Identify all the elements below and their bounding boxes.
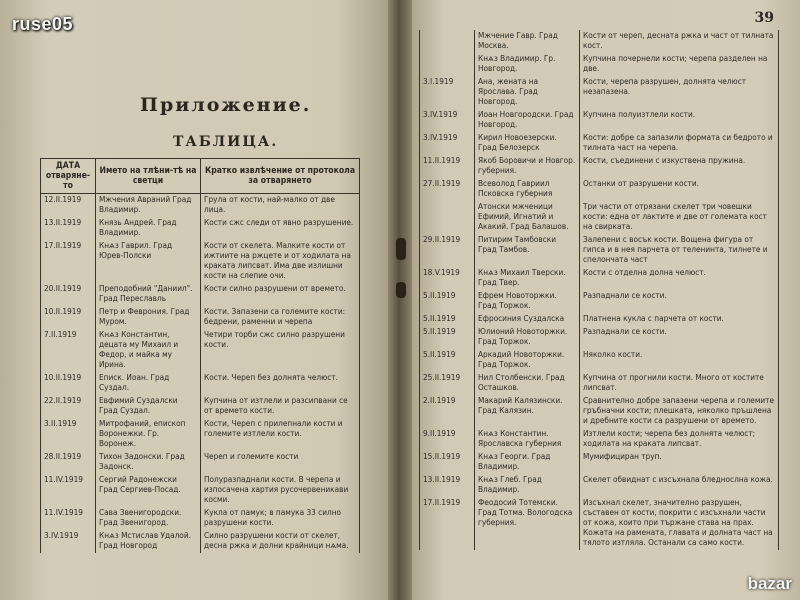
left-table-body (41, 194, 360, 554)
watermark: ruse05 (12, 14, 74, 34)
row-result: Мумифициран труп. (580, 451, 779, 471)
row-name: Всеволод Гавриил Псковска губерния (475, 178, 580, 198)
binding-hole (396, 238, 406, 260)
row-result: Кости, съединени с изкуствена пружина. (580, 155, 779, 175)
page-title: Приложение. (140, 94, 312, 116)
row-result: Кости от скелета. Малките кости от ижтиите на ржцете и от ходилата на краката липсват. Има две излишни кости на слепие очи. (201, 240, 360, 280)
right-table-body (420, 30, 779, 550)
table-row (41, 474, 360, 504)
row-name: Митрофаний, епископ Воронежки. Гр. Воронеж. (96, 418, 201, 448)
row-result: Кости с отделна долна челюст. (580, 267, 779, 287)
row-date: 5.II.1919 (420, 290, 475, 310)
row-name: Кнѧз Георги. Град Владимир. (475, 451, 580, 471)
row-name: Тихон Задонски. Град Задонск. (96, 451, 201, 471)
row-result: Платнена кукла с парчета от кости. (580, 313, 779, 323)
table-row (420, 201, 779, 231)
row-result: Изсъхнал скелет, значително разрушен, съставен от кости, покрити с изсъхнали части от кожа, които при тържане става на прах. Кожата на рамената, главата и долната част на тялото изтляла. Останали са само кости. (580, 497, 779, 547)
table-row (41, 283, 360, 303)
row-name: Князь Андрей. Град Владимир. (96, 217, 201, 237)
column-header-name: Името на тлѣни-тѣ на светци (96, 159, 201, 194)
row-date: 22.II.1919 (41, 395, 96, 415)
row-date: 10.II.1919 (41, 372, 96, 392)
row-name: Кнѧз Глеб. Град Владимир. (475, 474, 580, 494)
table-row (420, 497, 779, 547)
row-name: Аркадий Новоторжки. Град Торжок. (475, 349, 580, 369)
column-header-date: ДАТА отваряне-то (41, 159, 96, 194)
site-logo: bazar (747, 574, 792, 593)
row-name: Еписк. Иоан. Град Суздал. (96, 372, 201, 392)
row-name: Якоб Боровичи и Новгор. губерния. (475, 155, 580, 175)
table-row (420, 178, 779, 198)
table-row (41, 194, 360, 215)
row-name: Питирим Тамбовски Град Тамбов. (475, 234, 580, 264)
left-page (0, 0, 395, 600)
row-spacer-cell (96, 550, 201, 553)
row-result: Залепени с восък кости. Вощена фигура от гипса и в нея парчета от теленинта, тилнете и спелончата част (580, 234, 779, 264)
row-result: Купчина от изтлели и разсипвани се от времето кости. (201, 395, 360, 415)
row-name: Макарий Калязински. Град Калязин. (475, 395, 580, 425)
table-row (41, 217, 360, 237)
row-date: 5.II.1919 (420, 313, 475, 323)
table-row (420, 155, 779, 175)
row-date: 15.II.1919 (420, 451, 475, 471)
row-date: 11.IV.1919 (41, 507, 96, 527)
table-title: ТАБЛИЦА. (173, 134, 279, 150)
row-result: Кукла от памук; в памука 33 силно разрушени кости. (201, 507, 360, 527)
row-date: 12.II.1919 (41, 194, 96, 215)
table-row (41, 372, 360, 392)
table-row (420, 428, 779, 448)
column-header-result: Кратко извлѣчение от протокола за отварянето (201, 159, 360, 194)
row-result: Останки от разрушени кости. (580, 178, 779, 198)
table-row (420, 234, 779, 264)
right-table (419, 30, 779, 550)
row-name: Кнѧз Владимир. Гр. Новгород. (475, 53, 580, 73)
row-date: 10.II.1919 (41, 306, 96, 326)
row-result: Кости, черепа разрушен, долнята челюст незапазена. (580, 76, 779, 106)
row-date: 3.IV.1919 (420, 132, 475, 152)
row-name: Евфимий Суздалски Град Суздал. (96, 395, 201, 415)
row-result: Полуразпаднали кости. В черепа и изпосачена хартия русочервеникави косми. (201, 474, 360, 504)
row-result: Грула от кости, най-малко от две лица. (201, 194, 360, 215)
table-row (420, 109, 779, 129)
row-date: 3.II.1919 (41, 418, 96, 448)
row-result: Силно разрушени кости от скелет, десна ржка и долни крайници нѧма. (201, 530, 360, 550)
row-name: Ефросиния Суздалска (475, 313, 580, 323)
table-row (41, 240, 360, 280)
row-result: Череп и големите кости (201, 451, 360, 471)
row-date: 3.I.1919 (420, 76, 475, 106)
row-spacer-cell (475, 547, 580, 550)
row-result: Скелет обвиднат с изсъхнала бледнослна кожа. (580, 474, 779, 494)
row-date: 28.II.1919 (41, 451, 96, 471)
row-date: 5.II.1919 (420, 326, 475, 346)
row-result: Кости: добре са запазили формата си бедрото и тилната част на черепа. (580, 132, 779, 152)
row-result: Кости. Запазени са големите кости: бедрени, раменни и черепа (201, 306, 360, 326)
table-row (41, 507, 360, 527)
row-name: Мжчение Гавр. Град Москва. (475, 30, 580, 50)
row-result: Кости силно разрушени от времето. (201, 283, 360, 303)
table-row (420, 326, 779, 346)
table-row (41, 395, 360, 415)
row-name: Феодосий Тотемски. Град Тотма. Вологодска губерния. (475, 497, 580, 547)
page-number: 39 (754, 10, 774, 26)
row-name: Сергий Радонежски Град Сергиев-Посад. (96, 474, 201, 504)
row-date: 13.II.1919 (41, 217, 96, 237)
row-name: Петр и Феврония. Град Муром. (96, 306, 201, 326)
row-result: Три части от отрязани скелет три човешки кости: една от лактите и две от големата кост на свирката. (580, 201, 779, 231)
row-date: 13.II.1919 (420, 474, 475, 494)
row-result: Четири торби сжс силно разрушени кости. (201, 329, 360, 369)
row-result: Купчина полуизтлели кости. (580, 109, 779, 129)
row-name: Преподобний "Даниил". Град Переславль (96, 283, 201, 303)
row-name: Ана, жената на Ярослава. Град Новгород. (475, 76, 580, 106)
table-row (41, 418, 360, 448)
table-row (41, 329, 360, 369)
row-name: Кнѧз Гаврил. Град Юрев-Полски (96, 240, 201, 280)
row-name: Юлионий Новоторжки. Град Торжок. (475, 326, 580, 346)
table-row (420, 395, 779, 425)
row-result: Няколко кости. (580, 349, 779, 369)
row-date: 7.II.1919 (41, 329, 96, 369)
row-name: Кнѧз Мстислав Удалой. Град Новгород (96, 530, 201, 550)
row-date: 27.II.1919 (420, 178, 475, 198)
row-name: Кирил Новоезерски. Град Белозерск (475, 132, 580, 152)
row-date: 17.II.1919 (420, 497, 475, 547)
row-spacer-cell (41, 550, 96, 553)
row-result: Кости от череп, десната ржка и част от тилната кост. (580, 30, 779, 50)
table-row (41, 451, 360, 471)
row-name: Ефрем Новоторжки. Град Торжок. (475, 290, 580, 310)
right-page (405, 0, 800, 600)
binding-hole (396, 282, 406, 298)
row-date: 25.II.1919 (420, 372, 475, 392)
table-row (420, 30, 779, 50)
row-date: 5.II.1919 (420, 349, 475, 369)
row-result: Кости. Череп без долнята челюст. (201, 372, 360, 392)
table-row (41, 306, 360, 326)
row-result: Кости, Череп с прилепнали кости и големите изтлели кости. (201, 418, 360, 448)
row-date: 2.II.1919 (420, 395, 475, 425)
row-name: Кнѧз Михаил Тверски. Град Твер. (475, 267, 580, 287)
table-row (420, 76, 779, 106)
row-date: 17.II.1919 (41, 240, 96, 280)
row-result: Сравнително добре запазени черепа и големите гръбначни кости; плешката, няколко пръшлена и дребните кости са разрушени от времето. (580, 395, 779, 425)
row-name: Кнѧз Константин, децата му Михаил и Федор, и майка му Ирина. (96, 329, 201, 369)
table-row (420, 53, 779, 73)
row-result: Купчина от прогнили кости. Много от костите липсват. (580, 372, 779, 392)
table-row (420, 313, 779, 323)
table-row (420, 451, 779, 471)
row-date: 20.II.1919 (41, 283, 96, 303)
row-result: Изтлели кости; черепа без долнята челюст; ходилата на краката липсват. (580, 428, 779, 448)
left-table (40, 158, 360, 553)
row-date: 11.IV.1919 (41, 474, 96, 504)
row-spacer (420, 547, 779, 550)
table-row (420, 349, 779, 369)
row-spacer-cell (201, 550, 360, 553)
row-result: Разпаднали се кости. (580, 326, 779, 346)
table-row (420, 132, 779, 152)
row-name: Мжчения Авраний Град Владимир. (96, 194, 201, 215)
table-row (420, 290, 779, 310)
row-name: Нил Столбенски. Град Осташков. (475, 372, 580, 392)
row-result: Кости сжс следи от явно разрушение. (201, 217, 360, 237)
row-date (420, 53, 475, 73)
table-row (420, 372, 779, 392)
row-date: 3.IV.1919 (41, 530, 96, 550)
row-spacer (41, 550, 360, 553)
row-date: 9.II.1919 (420, 428, 475, 448)
row-result: Разпаднали се кости. (580, 290, 779, 310)
table-row (420, 267, 779, 287)
table-row (41, 530, 360, 550)
row-date: 18.V.1919 (420, 267, 475, 287)
row-date (420, 30, 475, 50)
row-name: Атонски мжченици Ефимий, Игнатий и Акакий. Град Балашов. (475, 201, 580, 231)
table-row (420, 474, 779, 494)
row-date: 3.IV.1919 (420, 109, 475, 129)
row-spacer-cell (580, 547, 779, 550)
row-date: 29.II.1919 (420, 234, 475, 264)
row-name: Сава Звенигородски. Град Звенигород. (96, 507, 201, 527)
row-result: Купчина почернели кости; черепа разделен на две. (580, 53, 779, 73)
row-date (420, 201, 475, 231)
row-date: 11.II.1919 (420, 155, 475, 175)
row-name: Иоан Новгородски. Град Новгород. (475, 109, 580, 129)
book-spine (388, 0, 412, 600)
row-name: Кнѧз Константин. Ярославска губерния (475, 428, 580, 448)
row-spacer-cell (420, 547, 475, 550)
